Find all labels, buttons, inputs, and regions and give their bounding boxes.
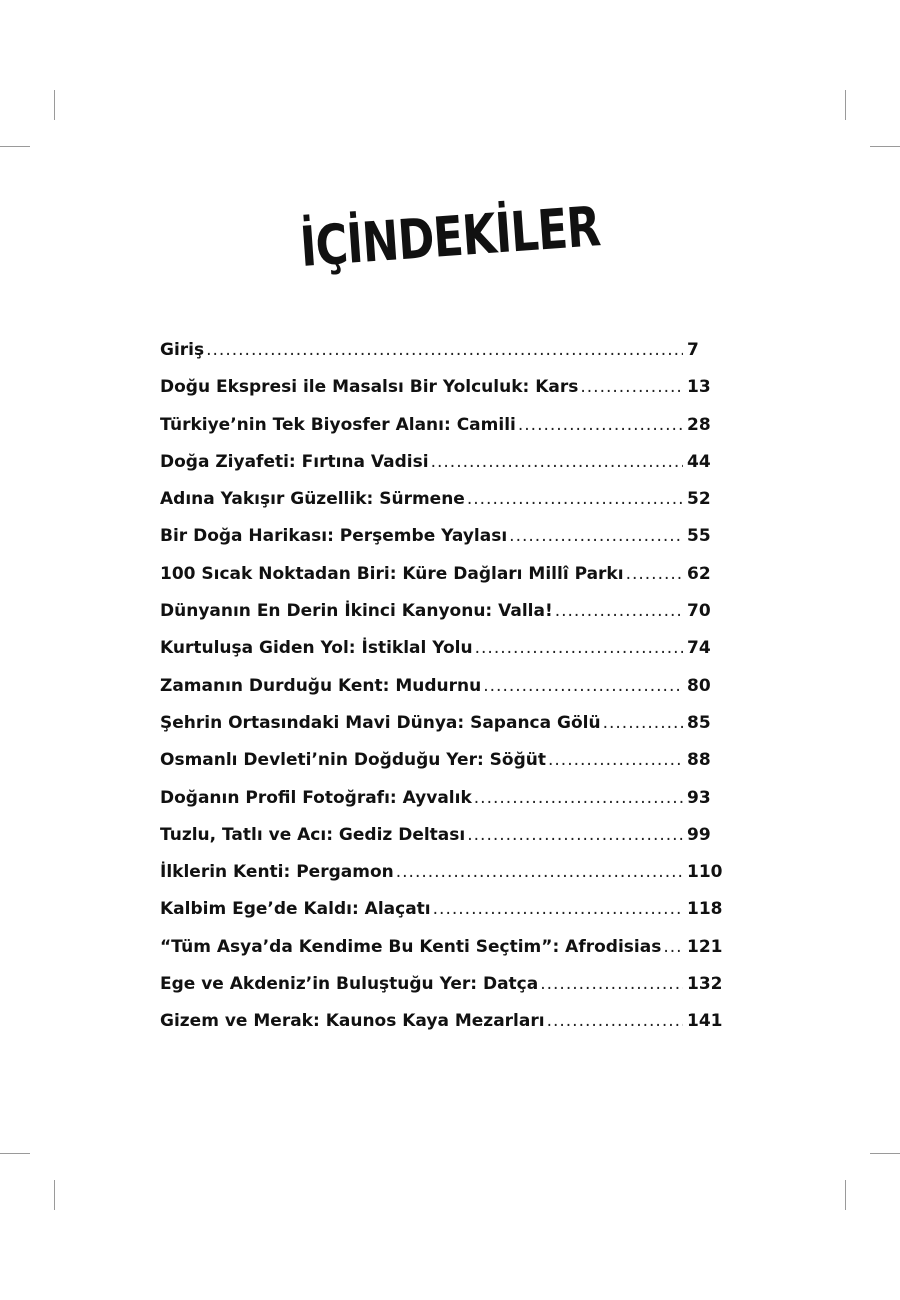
toc-entry-page: 7 xyxy=(687,340,699,360)
toc-entry[interactable] xyxy=(160,899,725,936)
toc-entry-title: Kurtuluşa Giden Yol: İstiklal Yolu xyxy=(160,638,473,659)
toc-entry-page: 62 xyxy=(687,563,711,584)
toc-entry-page: 55 xyxy=(687,526,711,547)
toc-entry[interactable] xyxy=(160,825,725,862)
toc-leader-dots xyxy=(626,564,683,584)
toc-entry[interactable] xyxy=(160,377,725,414)
toc-entry-page: 110 xyxy=(687,862,723,883)
toc-entry-page: 74 xyxy=(687,638,711,659)
toc-entry[interactable] xyxy=(160,340,725,377)
crop-mark xyxy=(0,146,30,147)
toc-entry-title: 100 Sıcak Noktadan Biri: Küre Dağları Millî Parkı xyxy=(160,563,624,584)
toc-entry-title: Doğa Ziyafeti: Fırtına Vadisi xyxy=(160,451,429,472)
toc-entry[interactable] xyxy=(160,862,725,899)
toc-entry-title: Ege ve Akdeniz’in Buluştuğu Yer: Datça xyxy=(160,974,539,995)
toc-entry[interactable] xyxy=(160,601,725,638)
toc-leader-dots xyxy=(547,1011,683,1031)
toc-entry-page: 28 xyxy=(687,414,711,435)
toc-entry[interactable] xyxy=(160,415,725,452)
toc-entry-title: Türkiye’nin Tek Biyosfer Alanı: Camili xyxy=(160,414,516,435)
toc-entry-title: Tuzlu, Tatlı ve Acı: Gediz Deltası xyxy=(160,824,466,845)
toc-entry[interactable] xyxy=(160,788,725,825)
toc-leader-dots xyxy=(518,415,683,435)
toc-entry-title: Şehrin Ortasındaki Mavi Dünya: Sapanca Gölü xyxy=(160,712,601,733)
toc-entry-page: 85 xyxy=(687,712,711,733)
toc-leader-dots xyxy=(509,526,683,546)
toc-entry[interactable] xyxy=(160,1011,725,1048)
toc-entry-title: “Tüm Asya’da Kendime Bu Kenti Seçtim”: Afrodisias xyxy=(160,936,662,957)
toc-entry[interactable] xyxy=(160,676,725,713)
toc-leader-dots xyxy=(474,788,683,808)
toc-entry-page: 141 xyxy=(687,1011,723,1032)
toc-leader-dots xyxy=(555,601,683,621)
crop-mark xyxy=(54,1180,55,1210)
toc-entry-page: 121 xyxy=(687,936,723,957)
toc-entry[interactable] xyxy=(160,750,725,787)
toc-entry-title: Dünyanın En Derin İkinci Kanyonu: Valla! xyxy=(160,601,553,622)
toc-entry-page: 88 xyxy=(687,750,711,771)
toc-entry[interactable] xyxy=(160,564,725,601)
toc-leader-dots xyxy=(467,489,683,509)
table-of-contents xyxy=(160,340,725,1049)
toc-leader-dots xyxy=(483,676,683,696)
toc-entry-title: İlklerin Kenti: Pergamon xyxy=(160,862,394,883)
crop-mark xyxy=(845,1180,846,1210)
toc-entry-page: 44 xyxy=(687,451,711,472)
toc-entry-page: 70 xyxy=(687,601,711,622)
toc-leader-dots xyxy=(431,452,683,472)
toc-entry-page: 132 xyxy=(687,974,723,995)
toc-entry-page: 118 xyxy=(687,899,723,920)
toc-entry-title: Gizem ve Merak: Kaunos Kaya Mezarları xyxy=(160,1011,545,1032)
toc-entry-page: 93 xyxy=(687,787,711,808)
toc-entry-title: Giriş xyxy=(160,340,205,360)
toc-entry-title: Doğu Ekspresi ile Masalsı Bir Yolculuk: Kars xyxy=(160,377,579,398)
crop-mark xyxy=(54,90,55,120)
crop-mark xyxy=(870,146,900,147)
toc-leader-dots xyxy=(467,825,683,845)
toc-entry-title: Adına Yakışır Güzellik: Sürmene xyxy=(160,489,465,510)
toc-entry[interactable] xyxy=(160,713,725,750)
toc-entry-page: 13 xyxy=(687,377,711,398)
toc-entry-title: Kalbim Ege’de Kaldı: Alaçatı xyxy=(160,899,431,920)
toc-entry-page: 52 xyxy=(687,489,711,510)
toc-leader-dots xyxy=(206,340,683,360)
toc-entry-title: Doğanın Profil Fotoğrafı: Ayvalık xyxy=(160,787,472,808)
toc-leader-dots xyxy=(663,937,683,957)
crop-mark xyxy=(0,1153,30,1154)
page-title: İÇİNDEKİLER xyxy=(298,195,602,280)
toc-entry[interactable] xyxy=(160,489,725,526)
toc-leader-dots xyxy=(433,899,683,919)
toc-entry-title: Bir Doğa Harikası: Perşembe Yaylası xyxy=(160,526,508,547)
toc-entry-title: Osmanlı Devleti’nin Doğduğu Yer: Söğüt xyxy=(160,750,546,771)
toc-entry[interactable] xyxy=(160,526,725,563)
toc-entry-page: 99 xyxy=(687,824,711,845)
toc-leader-dots xyxy=(603,713,683,733)
toc-entry-title: Zamanın Durduğu Kent: Mudurnu xyxy=(160,675,482,696)
crop-mark xyxy=(845,90,846,120)
toc-entry[interactable] xyxy=(160,937,725,974)
toc-leader-dots xyxy=(475,638,683,658)
toc-entry[interactable] xyxy=(160,638,725,675)
toc-leader-dots xyxy=(580,377,683,397)
toc-entry[interactable] xyxy=(160,452,725,489)
crop-mark xyxy=(870,1153,900,1154)
toc-leader-dots xyxy=(396,862,683,882)
toc-entry-page: 80 xyxy=(687,675,711,696)
page-title-container xyxy=(0,195,900,280)
toc-leader-dots xyxy=(548,750,683,770)
toc-entry[interactable] xyxy=(160,974,725,1011)
toc-leader-dots xyxy=(540,974,683,994)
